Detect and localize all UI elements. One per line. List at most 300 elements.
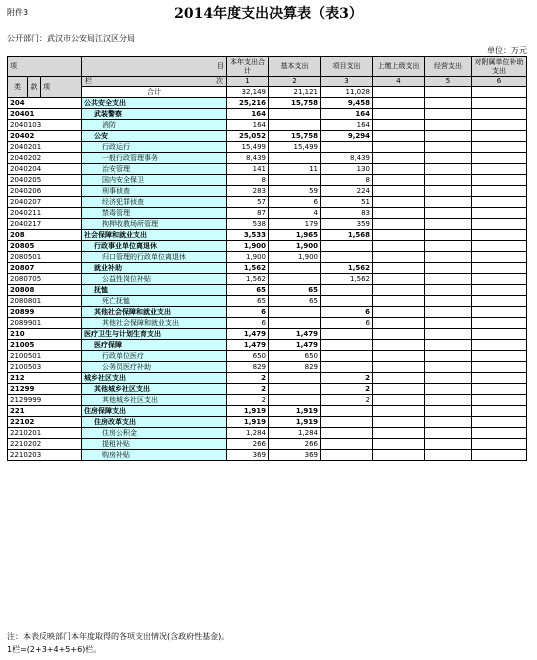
row-c6 — [472, 362, 527, 373]
row-name: 公益性岗位补贴 — [82, 274, 227, 285]
row-c5 — [425, 384, 472, 395]
row-c3: 8,439 — [321, 153, 373, 164]
row-c6 — [472, 219, 527, 230]
row-c5 — [425, 362, 472, 373]
header-n2: 2 — [269, 77, 321, 87]
row-name: 公安 — [82, 131, 227, 142]
row-c4 — [373, 175, 425, 186]
row-code: 212 — [8, 373, 82, 384]
row-code: 2040205 — [8, 175, 82, 186]
note-2: 1栏=(2+3+4+5+6)栏。 — [7, 645, 102, 654]
row-code: 2040217 — [8, 219, 82, 230]
row-c4 — [373, 98, 425, 109]
row-code: 2040201 — [8, 142, 82, 153]
row-c5 — [425, 274, 472, 285]
row-name: 刑事侦查 — [82, 186, 227, 197]
row-name: 购房补贴 — [82, 450, 227, 461]
row-c4 — [373, 395, 425, 406]
row-c5 — [425, 417, 472, 428]
row-c3 — [321, 428, 373, 439]
row-code: 21299 — [8, 384, 82, 395]
row-c2: 1,965 — [269, 230, 321, 241]
row-c4 — [373, 142, 425, 153]
row-c1: 1,562 — [227, 263, 269, 274]
row-c1: 1,479 — [227, 329, 269, 340]
header-ci: 次 — [216, 77, 223, 85]
total-label: 合计 — [82, 87, 227, 98]
table-row — [8, 329, 527, 340]
row-c4 — [373, 351, 425, 362]
row-c3 — [321, 439, 373, 450]
expenditure-table — [7, 56, 527, 461]
row-c2 — [269, 274, 321, 285]
row-c2: 59 — [269, 186, 321, 197]
row-c2 — [269, 263, 321, 274]
row-c1: 1,284 — [227, 428, 269, 439]
row-c3: 164 — [321, 109, 373, 120]
total-c5 — [425, 87, 472, 98]
row-c6 — [472, 131, 527, 142]
row-c4 — [373, 285, 425, 296]
row-name: 归口管理的行政单位离退休 — [82, 252, 227, 263]
header-n5: 5 — [425, 77, 472, 87]
note-1: 注：本表反映部门本年度取得的各项支出情况(含政府性基金)。 — [7, 632, 230, 641]
row-c3 — [321, 252, 373, 263]
row-c3 — [321, 450, 373, 461]
table-row — [8, 109, 527, 120]
row-c2 — [269, 395, 321, 406]
header-mu: 目 — [82, 57, 227, 77]
table-row — [8, 142, 527, 153]
table-row — [8, 351, 527, 362]
table-row — [8, 241, 527, 252]
row-c4 — [373, 186, 425, 197]
row-name: 其他社会保障和就业支出 — [82, 307, 227, 318]
row-c6 — [472, 241, 527, 252]
table-row — [8, 428, 527, 439]
header-row-1 — [8, 57, 527, 77]
row-c4 — [373, 329, 425, 340]
table-row — [8, 362, 527, 373]
table-row — [8, 208, 527, 219]
header-item: 项 — [8, 57, 82, 77]
row-c2: 1,900 — [269, 252, 321, 263]
row-c6 — [472, 164, 527, 175]
row-c4 — [373, 307, 425, 318]
row-name: 其他社会保障和就业支出 — [82, 318, 227, 329]
row-name: 死亡抚恤 — [82, 296, 227, 307]
table-row — [8, 417, 527, 428]
row-c4 — [373, 164, 425, 175]
row-c6 — [472, 109, 527, 120]
row-c2 — [269, 175, 321, 186]
row-name: 禁毒管理 — [82, 208, 227, 219]
row-name: 其他城乡社区支出 — [82, 384, 227, 395]
row-c2: 6 — [269, 197, 321, 208]
row-name: 拘押收教场所管理 — [82, 219, 227, 230]
total-c1: 32,149 — [227, 87, 269, 98]
header-n6: 6 — [472, 77, 527, 87]
row-c3: 359 — [321, 219, 373, 230]
row-c5 — [425, 175, 472, 186]
row-c4 — [373, 296, 425, 307]
row-code: 210 — [8, 329, 82, 340]
row-code: 2100501 — [8, 351, 82, 362]
row-c5 — [425, 351, 472, 362]
row-name: 行政事业单位离退休 — [82, 241, 227, 252]
row-c4 — [373, 208, 425, 219]
row-c3: 6 — [321, 318, 373, 329]
row-name: 社会保障和就业支出 — [82, 230, 227, 241]
row-c1: 369 — [227, 450, 269, 461]
row-c5 — [425, 208, 472, 219]
row-c2: 1,919 — [269, 417, 321, 428]
table-row — [8, 340, 527, 351]
row-c6 — [472, 329, 527, 340]
row-c5 — [425, 285, 472, 296]
row-c6 — [472, 197, 527, 208]
row-c5 — [425, 439, 472, 450]
header-n4: 4 — [373, 77, 425, 87]
row-code: 20807 — [8, 263, 82, 274]
row-name: 住房保障支出 — [82, 406, 227, 417]
table-row — [8, 406, 527, 417]
row-c1: 650 — [227, 351, 269, 362]
row-c1: 2 — [227, 395, 269, 406]
row-c1: 8,439 — [227, 153, 269, 164]
row-c4 — [373, 340, 425, 351]
row-c4 — [373, 417, 425, 428]
row-c4 — [373, 373, 425, 384]
header-n1: 1 — [227, 77, 269, 87]
table-row — [8, 384, 527, 395]
row-c2 — [269, 120, 321, 131]
row-c2 — [269, 384, 321, 395]
row-c4 — [373, 219, 425, 230]
row-code: 208 — [8, 230, 82, 241]
header-row-2 — [8, 77, 527, 87]
row-c1: 164 — [227, 120, 269, 131]
row-c5 — [425, 219, 472, 230]
row-c5 — [425, 428, 472, 439]
row-code: 2040207 — [8, 197, 82, 208]
row-c6 — [472, 175, 527, 186]
page-title: 2014年度支出决算表（表3） — [174, 6, 363, 22]
row-c1: 15,499 — [227, 142, 269, 153]
row-c4 — [373, 274, 425, 285]
row-code: 22102 — [8, 417, 82, 428]
total-c2: 21,121 — [269, 87, 321, 98]
row-c2 — [269, 318, 321, 329]
row-c6 — [472, 417, 527, 428]
row-c6 — [472, 406, 527, 417]
row-c3 — [321, 241, 373, 252]
row-code: 2080501 — [8, 252, 82, 263]
header-col6: 对附属单位补助支出 — [472, 57, 527, 77]
row-c2: 15,758 — [269, 98, 321, 109]
header-n3: 3 — [321, 77, 373, 87]
row-c1: 2 — [227, 373, 269, 384]
row-code: 2210202 — [8, 439, 82, 450]
row-c3: 2 — [321, 373, 373, 384]
row-c6 — [472, 428, 527, 439]
header-col2: 基本支出 — [269, 57, 321, 77]
row-c4 — [373, 153, 425, 164]
row-c3 — [321, 296, 373, 307]
row-c1: 1,479 — [227, 340, 269, 351]
row-code: 2040103 — [8, 120, 82, 131]
row-c4 — [373, 197, 425, 208]
header-col1: 本年支出合计 — [227, 57, 269, 77]
header-lei: 类 — [8, 77, 28, 98]
row-c5 — [425, 164, 472, 175]
row-name: 武装警察 — [82, 109, 227, 120]
row-name: 住房公积金 — [82, 428, 227, 439]
table-row — [8, 318, 527, 329]
header-col5: 经营支出 — [425, 57, 472, 77]
row-code: 2040206 — [8, 186, 82, 197]
row-c4 — [373, 131, 425, 142]
table-row — [8, 153, 527, 164]
row-c2 — [269, 373, 321, 384]
row-c3 — [321, 406, 373, 417]
header-col3: 项目支出 — [321, 57, 373, 77]
row-c1: 1,562 — [227, 274, 269, 285]
row-c4 — [373, 252, 425, 263]
row-c3: 6 — [321, 307, 373, 318]
table-row — [8, 263, 527, 274]
row-c5 — [425, 296, 472, 307]
row-c2: 1,479 — [269, 329, 321, 340]
unit-label: 单位：万元 — [487, 46, 527, 55]
row-c2: 369 — [269, 450, 321, 461]
row-name: 一般行政管理事务 — [82, 153, 227, 164]
row-c3 — [321, 351, 373, 362]
row-name: 治安管理 — [82, 164, 227, 175]
row-name: 行政运行 — [82, 142, 227, 153]
row-c5 — [425, 241, 472, 252]
row-c2: 11 — [269, 164, 321, 175]
row-c5 — [425, 450, 472, 461]
row-c6 — [472, 142, 527, 153]
row-c5 — [425, 318, 472, 329]
row-c1: 87 — [227, 208, 269, 219]
header-lan-ci — [82, 77, 227, 87]
row-c6 — [472, 274, 527, 285]
row-c3 — [321, 340, 373, 351]
row-name: 消防 — [82, 120, 227, 131]
row-c2: 65 — [269, 296, 321, 307]
row-c1: 1,919 — [227, 406, 269, 417]
row-c4 — [373, 120, 425, 131]
table-row — [8, 439, 527, 450]
row-c3: 1,562 — [321, 274, 373, 285]
row-c1: 6 — [227, 307, 269, 318]
row-name: 就业补助 — [82, 263, 227, 274]
row-c1: 8 — [227, 175, 269, 186]
row-c1: 65 — [227, 285, 269, 296]
row-c2: 1,479 — [269, 340, 321, 351]
row-c2: 266 — [269, 439, 321, 450]
row-code: 2210203 — [8, 450, 82, 461]
row-c4 — [373, 263, 425, 274]
department-label: 公开部门：武汉市公安局江汉区分局 — [7, 34, 135, 43]
row-c3: 2 — [321, 384, 373, 395]
row-c1: 25,052 — [227, 131, 269, 142]
row-c1: 829 — [227, 362, 269, 373]
row-code: 2040211 — [8, 208, 82, 219]
row-c3: 164 — [321, 120, 373, 131]
table-row — [8, 131, 527, 142]
row-code: 20805 — [8, 241, 82, 252]
row-name: 经济犯罪侦查 — [82, 197, 227, 208]
row-c3: 2 — [321, 395, 373, 406]
row-code: 2040204 — [8, 164, 82, 175]
row-c3: 1,562 — [321, 263, 373, 274]
table-row — [8, 373, 527, 384]
row-c5 — [425, 142, 472, 153]
row-c6 — [472, 153, 527, 164]
row-c5 — [425, 98, 472, 109]
row-c2 — [269, 307, 321, 318]
row-name: 提租补贴 — [82, 439, 227, 450]
table-row — [8, 120, 527, 131]
row-c2: 4 — [269, 208, 321, 219]
row-c2: 1,284 — [269, 428, 321, 439]
row-code: 21005 — [8, 340, 82, 351]
row-c4 — [373, 241, 425, 252]
row-c5 — [425, 109, 472, 120]
row-c4 — [373, 109, 425, 120]
row-c6 — [472, 373, 527, 384]
table-row — [8, 230, 527, 241]
row-c2: 15,499 — [269, 142, 321, 153]
row-c6 — [472, 296, 527, 307]
row-code: 221 — [8, 406, 82, 417]
row-code: 204 — [8, 98, 82, 109]
table-row — [8, 98, 527, 109]
row-c3: 1,568 — [321, 230, 373, 241]
row-c3: 8 — [321, 175, 373, 186]
row-code: 2040202 — [8, 153, 82, 164]
row-c2 — [269, 109, 321, 120]
row-c2: 65 — [269, 285, 321, 296]
row-c6 — [472, 450, 527, 461]
row-c5 — [425, 230, 472, 241]
table-row — [8, 175, 527, 186]
row-c3: 51 — [321, 197, 373, 208]
header-lan: 栏 — [85, 77, 92, 85]
total-c4 — [373, 87, 425, 98]
row-c5 — [425, 395, 472, 406]
row-code: 20899 — [8, 307, 82, 318]
table-row — [8, 274, 527, 285]
row-c2: 15,758 — [269, 131, 321, 142]
row-c4 — [373, 362, 425, 373]
row-code: 2210201 — [8, 428, 82, 439]
header-col4: 上缴上级支出 — [373, 57, 425, 77]
table-row — [8, 285, 527, 296]
table-row — [8, 219, 527, 230]
row-c5 — [425, 252, 472, 263]
table-row — [8, 395, 527, 406]
row-c1: 65 — [227, 296, 269, 307]
row-c3 — [321, 362, 373, 373]
row-code: 2100503 — [8, 362, 82, 373]
row-c1: 164 — [227, 109, 269, 120]
row-c3 — [321, 142, 373, 153]
row-c5 — [425, 263, 472, 274]
row-c5 — [425, 131, 472, 142]
row-c5 — [425, 197, 472, 208]
table-row — [8, 252, 527, 263]
row-c1: 2 — [227, 384, 269, 395]
row-c6 — [472, 263, 527, 274]
table-row — [8, 186, 527, 197]
attachment-label: 附件3 — [7, 8, 29, 17]
row-code: 2129999 — [8, 395, 82, 406]
table-row — [8, 296, 527, 307]
row-c4 — [373, 406, 425, 417]
row-c2 — [269, 153, 321, 164]
row-c1: 538 — [227, 219, 269, 230]
row-c6 — [472, 120, 527, 131]
row-c6 — [472, 384, 527, 395]
row-code: 2080705 — [8, 274, 82, 285]
row-c3: 83 — [321, 208, 373, 219]
row-c1: 283 — [227, 186, 269, 197]
row-name: 公务员医疗补助 — [82, 362, 227, 373]
header-xiang: 项 — [41, 77, 82, 98]
row-c4 — [373, 318, 425, 329]
row-c6 — [472, 230, 527, 241]
row-name: 医疗保障 — [82, 340, 227, 351]
row-c2: 1,919 — [269, 406, 321, 417]
row-c3: 224 — [321, 186, 373, 197]
row-c1: 141 — [227, 164, 269, 175]
row-name: 其他城乡社区支出 — [82, 395, 227, 406]
row-c6 — [472, 340, 527, 351]
row-c6 — [472, 439, 527, 450]
row-c3: 130 — [321, 164, 373, 175]
row-c3: 9,294 — [321, 131, 373, 142]
header-kuan: 款 — [28, 77, 41, 98]
row-code: 20808 — [8, 285, 82, 296]
table-row — [8, 307, 527, 318]
row-name: 行政单位医疗 — [82, 351, 227, 362]
row-name: 医疗卫生与计划生育支出 — [82, 329, 227, 340]
row-name: 公共安全支出 — [82, 98, 227, 109]
table-row — [8, 450, 527, 461]
row-c4 — [373, 384, 425, 395]
row-c6 — [472, 98, 527, 109]
row-c2: 1,900 — [269, 241, 321, 252]
row-c1: 57 — [227, 197, 269, 208]
row-c1: 1,919 — [227, 417, 269, 428]
total-c3: 11,028 — [321, 87, 373, 98]
row-c5 — [425, 329, 472, 340]
row-c6 — [472, 285, 527, 296]
row-c4 — [373, 230, 425, 241]
row-name: 住房改革支出 — [82, 417, 227, 428]
row-c6 — [472, 318, 527, 329]
row-code: 20401 — [8, 109, 82, 120]
total-row — [8, 87, 527, 98]
row-name: 城乡社区支出 — [82, 373, 227, 384]
row-c3 — [321, 417, 373, 428]
table-row — [8, 164, 527, 175]
row-c5 — [425, 120, 472, 131]
